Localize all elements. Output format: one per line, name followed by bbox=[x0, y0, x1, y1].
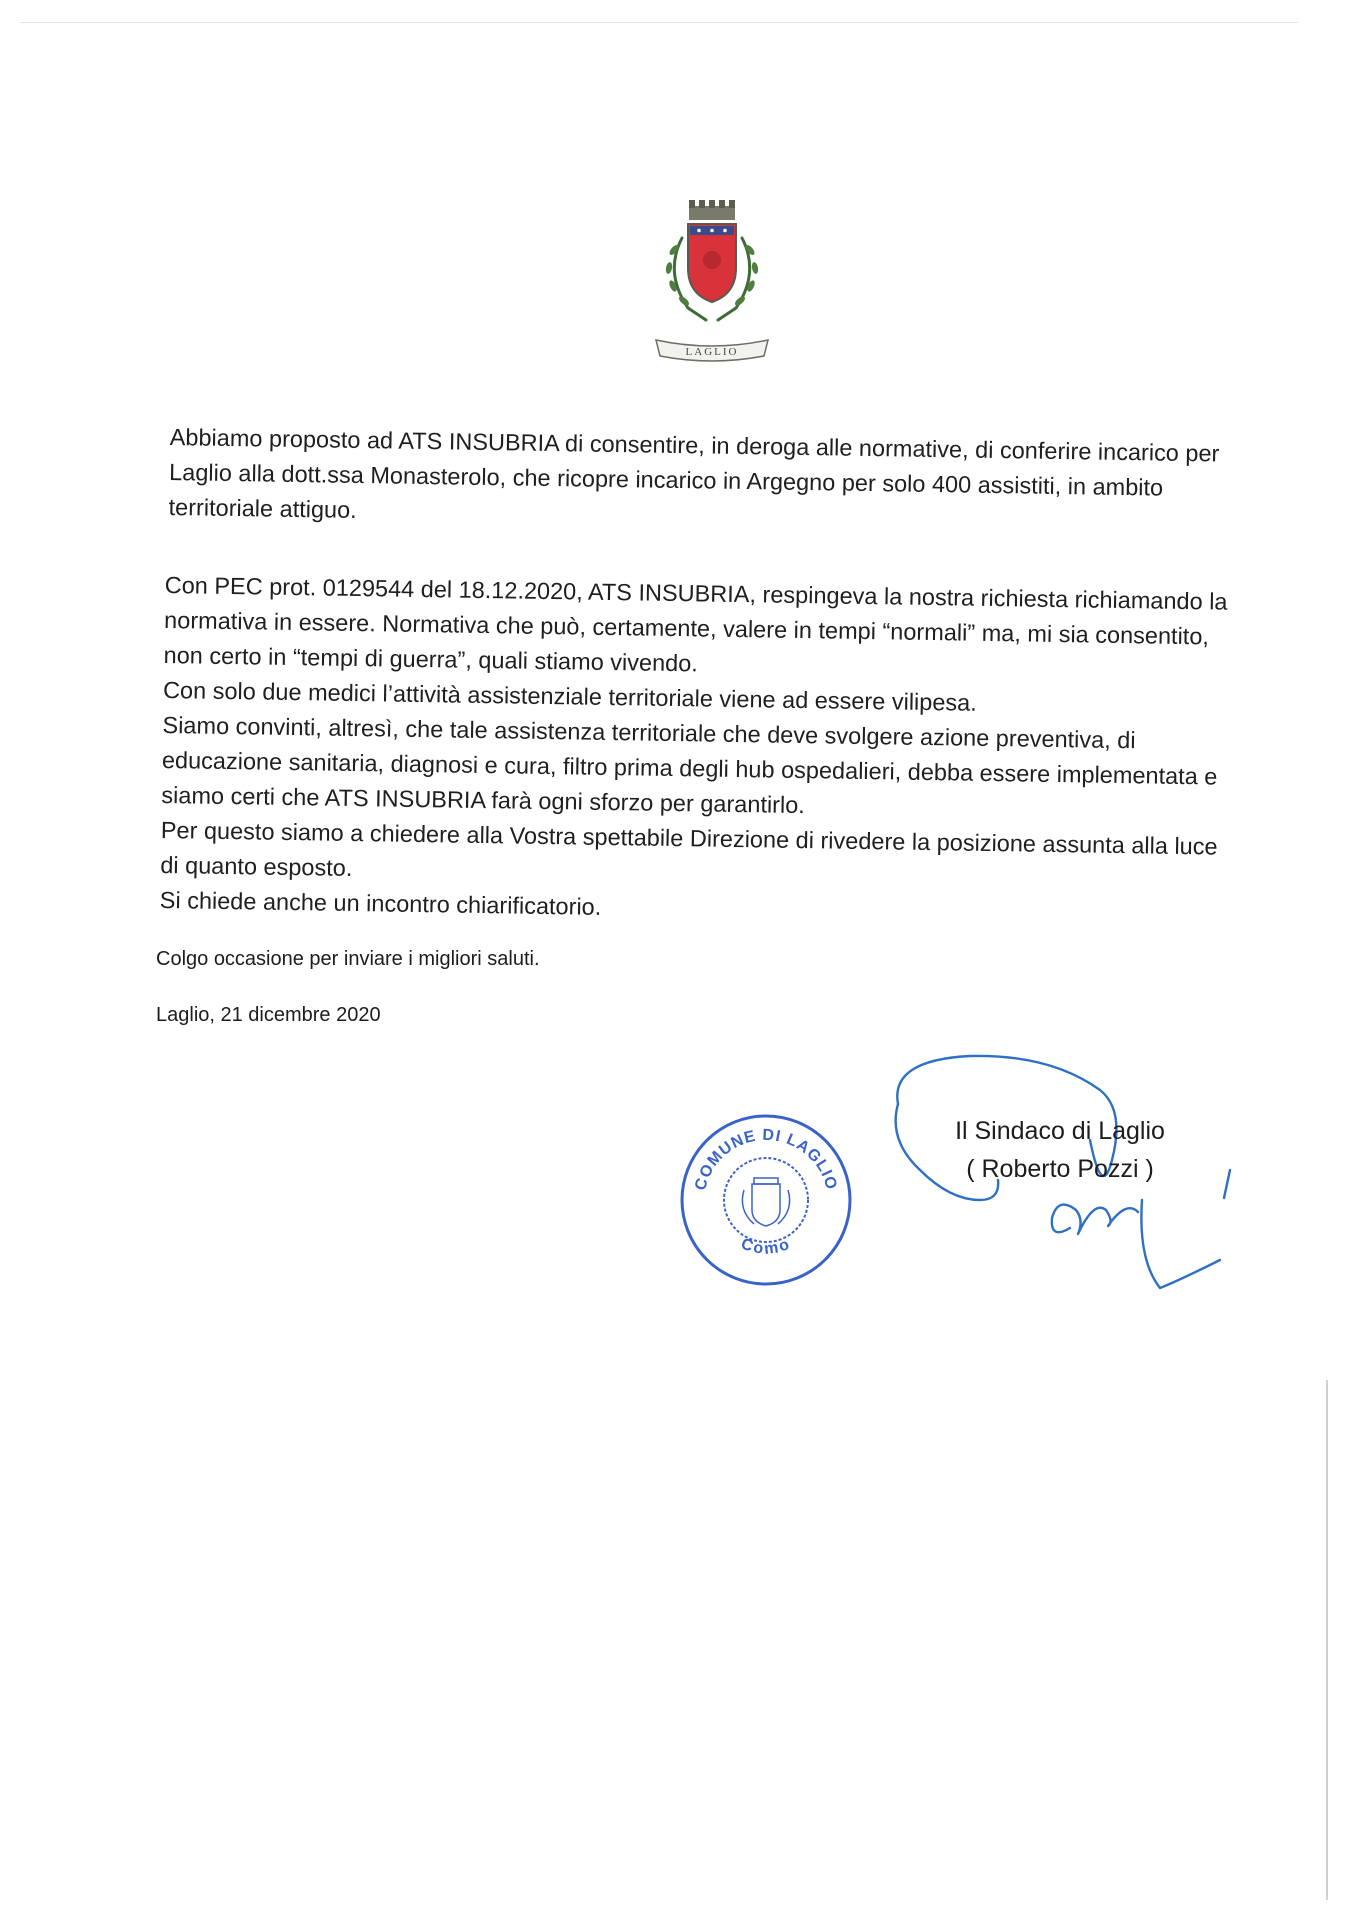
signer-name: ( Roberto Pozzi ) bbox=[966, 1155, 1154, 1183]
paragraph-text: Per questo siamo a chiedere alla Vostra spettabile Direzione di rivedere la posizione assunta alla luce di quanto esposto. bbox=[160, 816, 1218, 881]
paragraph-text: Con solo due medici l’attività assistenziale territoriale viene ad essere vilipesa. bbox=[162, 676, 977, 716]
paragraph-text: Con PEC prot. 0129544 del 18.12.2020, ATS INSUBRIA, respingeva la nostra richiesta richiamando la normativa in essere. Normativa che può, certamente, valere in tempi “normali” ma, mi sia consentito, non certo in “tempi di guerra”, quali stiamo vivendo. bbox=[163, 571, 1228, 677]
signer-block bbox=[940, 1112, 1180, 1188]
place-date: Laglio, 21 dicembre 2020 bbox=[156, 1004, 381, 1026]
paragraph-text: Si chiede anche un incontro chiarificatorio. bbox=[159, 886, 602, 920]
letter-paragraph-1 bbox=[168, 420, 1230, 542]
paragraph-text: Siamo convinti, altresì, che tale assistenza territoriale che deve svolgere azione preventiva, di educazione sanitaria, diagnosi e cura, filtro prima degli hub ospedalieri, debba essere implementata e siamo certi che ATS INSUBRIA farà ogni sforzo per garantirlo. bbox=[161, 711, 1218, 819]
scan-edge-line bbox=[20, 22, 1298, 23]
official-stamp bbox=[676, 1110, 856, 1290]
crown-icon bbox=[689, 206, 735, 220]
scan-edge-line bbox=[1326, 1380, 1328, 1900]
paragraph-text: Abbiamo proposto ad ATS INSUBRIA di consentire, in deroga alle normative, di conferire incarico per Laglio alla dott.ssa Monasterolo, che ricopre incarico in Argegno per solo 400 assistiti, in ambito territoriale attiguo. bbox=[168, 423, 1220, 523]
letter-paragraph-2 bbox=[160, 568, 1235, 935]
closing-salutation: Colgo occasione per inviare i migliori saluti. bbox=[156, 948, 540, 970]
stamp-top-text: COMUNE DI LAGLIO bbox=[692, 1126, 840, 1193]
stamp-bottom-text: Como bbox=[738, 1235, 794, 1258]
crest-ribbon-label: LAGLIO bbox=[685, 346, 739, 358]
stamp-crest-icon bbox=[742, 1178, 789, 1226]
svg-text:COMUNE DI LAGLIO bbox=[692, 1127, 840, 1192]
signer-title: Il Sindaco di Laglio bbox=[955, 1117, 1165, 1145]
municipal-crest bbox=[642, 198, 782, 368]
handwritten-signature bbox=[880, 1050, 1240, 1350]
svg-text:Como bbox=[739, 1235, 794, 1258]
